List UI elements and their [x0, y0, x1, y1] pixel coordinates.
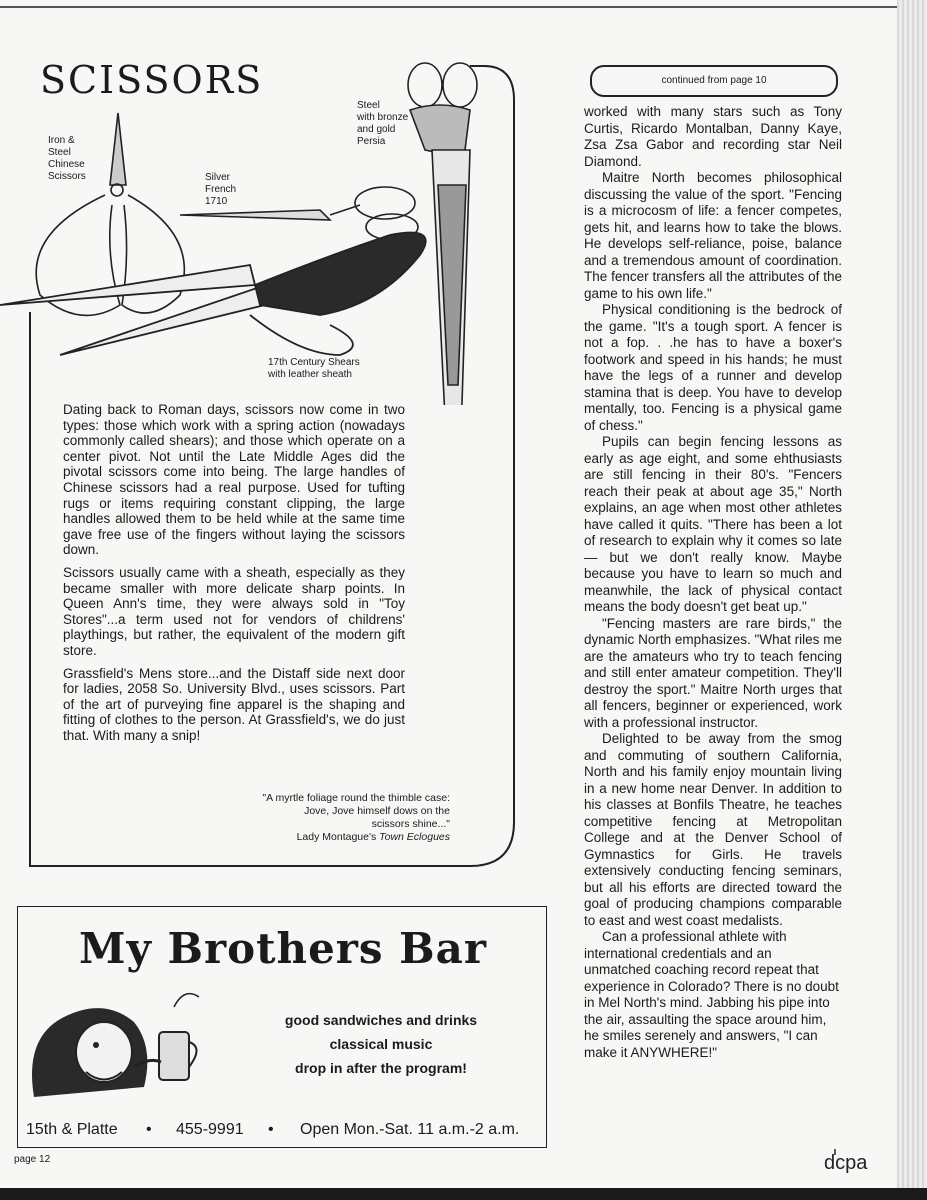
- article-paragraph: Physical conditioning is the bedrock of the game. "It's a tough sport. A fencer is not a fop. . .he has to have a boxer's footwork and speed in his hands; he must have the legs of a runner and develop stamina that is deep. You have to develop mentally, too. Fencing is a physical game of chess.": [584, 302, 842, 433]
- article-paragraph: "Fencing masters are rare birds," the dynamic North emphasizes. "What riles me are the amateurs who try to teach fencing and still enter amateur competition. They'll destroy the sport." Maitre North urges that all fencers, beginner or experienced, work with a professional instructor.: [584, 615, 842, 730]
- scissors-paragraph: Dating back to Roman days, scissors now come in two types: those which work with a spring action (nowadays commonly called shears); and those which operate on a center pivot. Not until the Late Middle Ages did the pivotal scissors come into being. The large handles of Chinese scissors had a real purpose. Used for tufting rugs or items requiring constant clipping, the large handles allowed them to be held while at the same time gave free use of the fingers without laying the scissors down.: [63, 402, 405, 558]
- continued-from-label: continued from page 10: [590, 65, 838, 97]
- scissors-article: [63, 402, 405, 750]
- ad-bullet: •: [268, 1121, 274, 1138]
- article-paragraph: worked with many stars such as Tony Curtis, Ricardo Montalban, Danny Kaye, Zsa Zsa Gabor and recording star Neil Diamond.: [584, 104, 842, 169]
- caption-17th-century-shears: 17th Century Shears with leather sheath: [268, 357, 360, 380]
- shears-drawing: [0, 233, 426, 356]
- scissors-paragraph: Scissors usually came with a sheath, especially as they became smaller with more delicate sharp points. In Queen Ann's time, they were always sold in "Toy Stores"...a term used not for vendors of childrens' playthings, but rather, the equivalent of the modern gift store.: [63, 564, 405, 658]
- article-paragraph: Pupils can begin fencing lessons as early as age eight, and some ehthusiasts are still fencing in their 80's. "Fencers reach their peak at about age 35," North explains, an age when most other athletes have called it quits. "There has been a lot of research to explain why it comes so late — but we don't really know. Maybe because you have to learn so much and meanwhile, the lack of physical contact means the body doesn't get beat up.": [584, 434, 842, 614]
- dcpa-logo: [822, 1147, 868, 1177]
- quote-line: "A myrtle foliage round the thimble case:: [262, 792, 450, 804]
- article-paragraph: Delighted to be away from the smog and commuting of southern California, North and his family enjoy mountain living in a new home near Denver. In addition to his classes at Bonfils Theatre, he teaches competitive fencing at Metropolitan College and at the Denver School of Gymnastics for Girls. He travels extensively conducting fencing seminars, but all his efforts are directed toward the goal of producing champions comparable to east and west coast medalists.: [584, 731, 842, 928]
- article-paragraph: Can a professional athlete with international credentials and an unmatched coaching record repeat that experience in Colorado? There is no doubt in Mel North's mind. Jabbing his pipe into the air, assaulting the space around him, he smiles serenely and answers, "I can make it ANYWHERE!": [584, 929, 839, 1060]
- ad-bullet: •: [146, 1121, 152, 1138]
- ad-line: good sandwiches and drinks: [284, 1012, 478, 1028]
- ad-hours: Open Mon.-Sat. 11 a.m.-2 a.m.: [300, 1121, 520, 1138]
- ad-line: drop in after the program!: [295, 1060, 467, 1076]
- drinking-man-icon: [24, 977, 214, 1107]
- my-brothers-bar-ad: [17, 906, 547, 1148]
- quote-attribution: Lady Montague's Town Eclogues: [296, 831, 450, 843]
- scissors-quote: [200, 792, 450, 844]
- ad-address: 15th & Platte: [26, 1121, 118, 1138]
- ad-phone: 455-9991: [176, 1121, 244, 1138]
- scissors-title: SCISSORS: [40, 58, 264, 102]
- scissors-paragraph: Grassfield's Mens store...and the Distaff side next door for ladies, 2058 So. University Blvd., uses scissors. Part of the art of purveying fine apparel is the shaping and fitting of clothes to the person. At Grassfield's, we do just that. With many a snip!: [63, 665, 405, 743]
- caption-steel-persia: Steel with bronze and gold Persia: [357, 100, 409, 147]
- ad-line: classical music: [329, 1036, 433, 1052]
- article-paragraph: Maitre North becomes philosophical discussing the value of the sport. "Fencing is a microcosm of life: a fencer competes, gets hit, and learns how to take the blows. He develops self-reliance, poise, balance and a tremendous amount of coordination. The fencer transfers all the attributes of the game to his own life.": [584, 170, 842, 301]
- svg-text:dcpa: dcpa: [824, 1152, 868, 1174]
- page-edge-right: [897, 0, 927, 1190]
- quote-line: scissors shine...": [371, 818, 450, 830]
- quote-line: Jove, Jove himself dows on the: [304, 805, 450, 817]
- ad-title: My Brothers Bar: [78, 924, 488, 973]
- page-edge-bottom: [0, 1188, 927, 1200]
- caption-iron-steel-chinese: Iron & Steel Chinese Scissors: [48, 135, 86, 182]
- caption-silver-french: Silver French 1710: [205, 172, 237, 207]
- fencing-article-column: [584, 104, 842, 1061]
- page-number: page 12: [14, 1154, 51, 1165]
- ad-slogan: [246, 1009, 516, 1081]
